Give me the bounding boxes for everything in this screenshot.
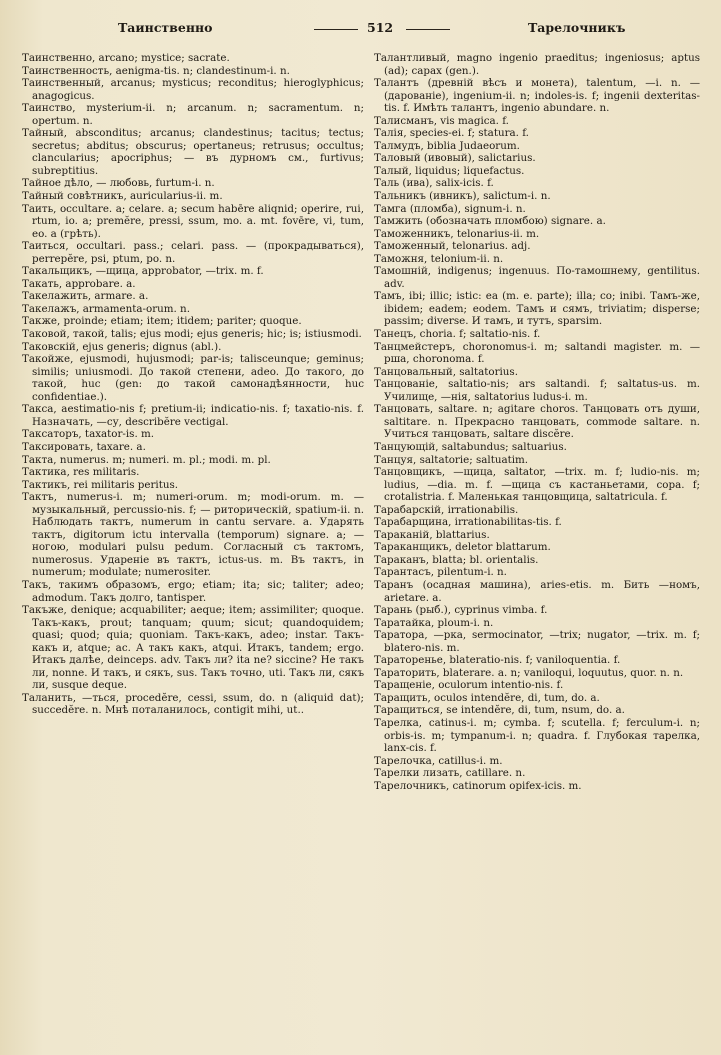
dictionary-entry: Тарелочникъ, catinorum opifex-icis. m. <box>374 779 582 792</box>
dictionary-entry: Такта, numerus. m; numeri. m. pl.; modi. m. pl. <box>22 453 271 466</box>
dictionary-entry: Тарелки лизать, catillare. n. <box>374 767 526 780</box>
dictionary-entry: Также, proinde; etiam; item; itidem; pariter; quoque. <box>22 315 302 328</box>
dictionary-entry: Тарелка, catinus-i. m; cymba. f; scutella. f; ferculum-i. n; orbis-is. m; tympanum-i. n; quadra. f. Глубокая тарелка, lanx-cis. f. <box>374 716 700 755</box>
dictionary-entry: Танецъ, choria. f; saltatio-nis. f. <box>374 328 541 341</box>
dictionary-entry: Тараканій, blattarius. <box>374 528 490 541</box>
dictionary-entry: Танцуя, saltatorie; saltuatim. <box>374 453 529 466</box>
dictionary-entry: Талмудъ, biblia Judaeorum. <box>374 139 520 152</box>
dictionary-entry: Таинственность, aenigma-tis. n; clandestinum-i. n. <box>22 64 290 77</box>
dictionary-entry: Тараторенье, blateratio-nis. f; vaniloquentia. f. <box>374 654 621 667</box>
dictionary-entry: Таинственно, arcano; mystice; sacrate. <box>22 52 230 64</box>
dictionary-entry: Тарабарщина, irrationabilitas-tis. f. <box>374 516 562 529</box>
dictionary-entry: Тарань (рыб.), cyprinus vimba. f. <box>374 604 548 617</box>
dictionary-entry: Тарантасъ, pilentum-i. n. <box>374 566 507 579</box>
dictionary-entry: Таловый (ивовый), salictarius. <box>374 152 536 165</box>
dictionary-entry: Такса, aestimatio-nis f; pretium-ii; indicatio-nis. f; taxatio-nis. f. Назначать, —су, describĕre vectigal. <box>22 403 364 428</box>
dictionary-entry: Танцмейстеръ, choronomus-i. m; saltandi magister. m. —рша, choronoma. f. <box>374 340 700 366</box>
dictionary-entry: Тактъ, numerus-i. m; numeri-orum. m; modi-orum. m. — музыкальный, percussio-nis. f; — риторическій, spatium-ii. n. Наблюдать тактъ, numerum in cantu servare. a. Ударять тактъ, digitorum ictu intervalla (temporum) signare. a; — ногою, modulari pulsu pedum. Согласный съ тактомъ, numerosus. Удареніе въ тактъ, ictus-us. m. Въ тактъ, in numerum; modulate; numerositer. <box>22 491 364 579</box>
dictionary-entry: Танцовщикъ, —щица, saltator, —trix. m. f; ludio-nis. m; ludius, —dia. m. f. —щица съ кастаньетами, copa. f; crotalistria. f. Маленькая танцовщица, saltatricula. f. <box>374 466 700 504</box>
dictionary-entry: Такойже, ejusmodi, hujusmodi; par-is; talisceunque; geminus; similis; uniusmodi. До такой степени, adeo. До такого, до такой, huc (gen: до такой самонадѣянности, huc confidentiae.). <box>22 353 364 403</box>
dictionary-entry: Таращить, oculos intendĕre, di, tum, do. a. <box>374 691 600 704</box>
dictionary-entry: Таранъ (осадная машина), aries-etis. m. Бить —номъ, arietare. a. <box>374 578 700 604</box>
dictionary-entry: Таксировать, taxare. a. <box>22 440 146 453</box>
dictionary-entry: Талантливый, magno ingenio praeditus; ingeniosus; aptus (ad); capax (gen.). <box>374 52 700 77</box>
dictionary-entry: Танцовальный, saltatorius. <box>374 365 518 378</box>
dictionary-entry: Талія, species-ei. f; statura. f. <box>374 127 529 140</box>
dictionary-entry: Тараканъ, blatta; bl. orientalis. <box>374 553 539 566</box>
dictionary-entry: Таить, occultare. a; celare. a; secum habēre aliqnid; operire, rui, rtum, io. a; premĕre, pressi, ssum, mo. a. mt. fovēre, vi, tum, eo. a (грѣть). <box>22 202 364 240</box>
dictionary-entry: Талантъ (древній вѣсъ и монета), talentum, —i. n. — (дарованіе), ingenium-ii. n; indoles-is. f; ingenii dexteritas-tis. f. Имѣть талантъ, ingenio abundare. n. <box>374 77 700 115</box>
dictionary-entry: Такъже, denique; acquabiliter; aeque; item; assimiliter; quoque. Такъ-какъ, prout; tanquam; quum; sicut; quandoquidem; quasi; quod; quia; quoniam. Такъ-какъ, adeo; instar. Такъ-какъ и, atque; ac. А такъ какъ, atqui. Итакъ, tandem; ergo. Итакъ далѣе, deinceps. adv. Такъ ли? ita ne? siccine? Не такъ ли, nonne. И такъ, и сякъ, sus. Такъ точно, uti. Такъ ли, сякъ ли, susque deque. <box>22 604 364 692</box>
dictionary-entry: Талый, liquidus; liquefactus. <box>374 164 525 177</box>
page-header <box>22 18 705 42</box>
dictionary-entry: Тайное дѣло, — любовь, furtum-i. n. <box>22 177 215 190</box>
dictionary-entry: Такъ, такимъ образомъ, ergo; etiam; ita; sic; taliter; adeo; admodum. Такъ долго, tantisper. <box>22 578 364 604</box>
right-running-head: Тарелочникъ <box>528 20 626 35</box>
dictionary-entry: Талисманъ, vis magica. f. <box>374 114 509 127</box>
dictionary-entry: Тараканщикъ, deletor blattarum. <box>374 541 551 554</box>
dictionary-entry: Такать, approbare. a. <box>22 277 136 290</box>
dictionary-entry: Таможенникъ, telonarius-ii. m. <box>374 227 540 240</box>
dictionary-entry: Таращеніе, oculorum intentio-nis. f. <box>374 679 564 692</box>
dictionary-entry: Тайный совѣтникъ, auricularius-ii. m. <box>22 190 223 203</box>
header-rule-left <box>314 29 358 30</box>
dictionary-entry: Тайный, absconditus; arcanus; clandestinus; tacitus; tectus; secretus; abditus; obscurus; opertaneus; retrusus; occultus; clancularius; apocriphus; — въ дурномъ см., furtivus; subreptitius. <box>22 127 364 177</box>
dictionary-entry: Тамъ, ibi; illic; istic: ea (m. e. parte); illa; co; inibi. Тамъ-же, ibidem; eadem; eodem. Тамъ и сямъ, triviatim; disperse; passim; diverse. И тамъ, и тутъ, sparsim. <box>374 290 700 328</box>
dictionary-entry: Таратайка, ploum-i. n. <box>374 616 494 629</box>
left-running-head: Таинственно <box>118 20 213 35</box>
dictionary-entry: Тамга (пломба), signum-i. n. <box>374 202 526 215</box>
dictionary-entry: Танцовать, saltare. n; agitare choros. Танцовать отъ души, saltitare. n. Прекрасно танцовать, commode saltare. n. Учиться танцовать, saltare discĕre. <box>374 403 700 441</box>
dictionary-entry: Таможня, telonium-ii. n. <box>374 252 504 265</box>
dictionary-entry: Таланить, —ться, procedĕre, cessi, ssum, do. n (aliquid dat); succedĕre. n. Мнѣ поталанилось, contigit mihi, ut.. <box>22 691 364 717</box>
header-rule-right <box>406 29 450 30</box>
dictionary-entry: Тактикъ, rei militaris peritus. <box>22 478 179 491</box>
dictionary-entry: Таксаторъ, taxator-is. m. <box>22 428 155 441</box>
dictionary-entry: Таможенный, telonarius. adj. <box>374 240 531 253</box>
dictionary-entry: Тамошній, indigenus; ingenuus. По-тамошнему, gentilitus. adv. <box>374 265 700 290</box>
dictionary-entry: Такелажить, armare. a. <box>22 290 149 303</box>
dictionary-entry: Таинство, mysterium-ii. n; arcanum. n; sacramentum. n; opertum. n. <box>22 102 364 127</box>
dictionary-entry: Танцованіе, saltatio-nis; ars saltandi. f; saltatus-us. m. Училище, —нія, saltatorius ludus-i. m. <box>374 378 700 403</box>
dictionary-entry: Танцующій, saltabundus; saltuarius. <box>374 440 567 453</box>
dictionary-entry: Тарелочка, catillus-i. m. <box>374 754 503 767</box>
dictionary-entry: Тамжить (обозначать пломбою) signare. a. <box>374 215 606 228</box>
right-column <box>374 52 700 1042</box>
dictionary-entry: Таль (ива), salix-icis. f. <box>374 177 494 190</box>
left-column <box>22 52 364 1042</box>
dictionary-entry: Таращиться, se intendĕre, di, tum, nsum, do. a. <box>374 704 625 717</box>
dictionary-entry: Таковскій, ejus generis; dignus (abl.). <box>22 340 222 353</box>
dictionary-entry: Тактика, res militaris. <box>22 466 140 479</box>
dictionary-entry: Таиться, occultari. pass.; celari. pass. — (прокрадываться), perrepĕre, psi, ptum, po. n. <box>22 240 364 265</box>
dictionary-entry: Такальщикъ, —щица, approbator, —trix. m. f. <box>22 265 264 278</box>
dictionary-entry: Такелажъ, armamenta-orum. n. <box>22 302 190 315</box>
dictionary-entry: Тараторить, blaterare. a. n; vaniloqui, loquutus, quor. n. n. <box>374 666 684 679</box>
dictionary-entry: Тараторa, —рка, sermocinator, —trix; nugator, —trix. m. f; blatero-nis. m. <box>374 629 700 654</box>
dictionary-entry: Тальникъ (ивникъ), salictum-i. n. <box>374 190 551 203</box>
dictionary-entry: Тарабарскій, irrationabilis. <box>374 503 519 516</box>
dictionary-entry: Таковой, такой, talis; ejus modi; ejus generis; hic; is; istiusmodi. <box>22 328 362 341</box>
page-number: 512 <box>367 20 394 35</box>
dictionary-entry: Таинственный, arcanus; mysticus; reconditus; hieroglyphicus; anagogicus. <box>22 77 364 102</box>
